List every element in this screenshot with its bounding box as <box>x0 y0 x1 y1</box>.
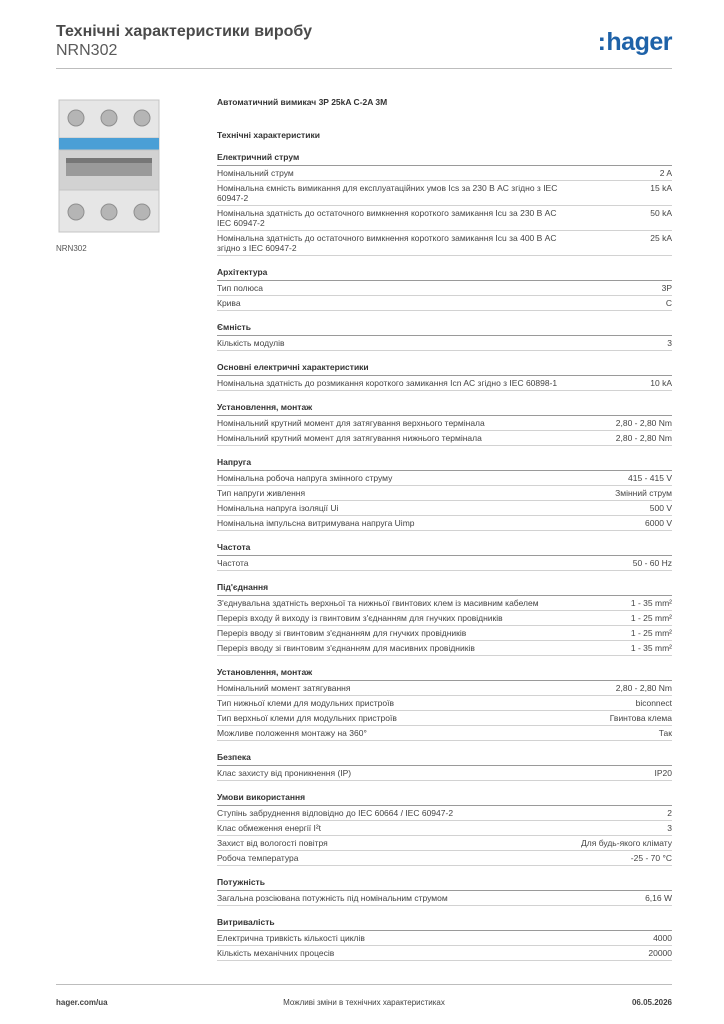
spec-row <box>217 726 672 741</box>
spec-label: Загальна розсіювана потужність під номінальним струмом <box>217 893 448 903</box>
spec-value: 2 A <box>659 168 672 178</box>
spec-section <box>217 666 672 741</box>
spec-label: Номінальна ємність вимикання для експлуатаційних умов Ics за 230 В AC згідно з IEC 60947-2 <box>217 183 558 203</box>
spec-value: 50 kA <box>650 208 672 218</box>
spec-label: Кількість механічних процесів <box>217 948 335 958</box>
spec-value: 1 - 35 mm² <box>630 598 672 608</box>
section-title: Установлення, монтаж <box>217 401 672 416</box>
circuit-breaker-image <box>56 96 162 234</box>
spec-value: Змінний струм <box>615 488 672 498</box>
spec-row <box>217 611 672 626</box>
spec-label: Тип полюса <box>217 283 263 293</box>
spec-value: 6,16 W <box>645 893 672 903</box>
spec-label: Номінальна імпульсна витримувана напруга Uimp <box>217 518 415 528</box>
spec-label: Номінальна здатність до остаточного вимкнення короткого замикання Icu за 400 В AC згідно з IEC 60947-2 <box>217 233 557 253</box>
spec-row <box>217 946 672 961</box>
spec-label: Номінальний струм <box>217 168 294 178</box>
spec-value: 4000 <box>653 933 672 943</box>
spec-value: 2,80 - 2,80 Nm <box>615 433 672 443</box>
spec-row <box>217 931 672 946</box>
spec-row <box>217 376 672 391</box>
spec-value: 415 - 415 V <box>628 473 672 483</box>
spec-label: Можливе положення монтажу на 360° <box>217 728 367 738</box>
spec-label: Номінальний момент затягування <box>217 683 351 693</box>
spec-value: 20000 <box>648 948 672 958</box>
product-code: NRN302 <box>56 42 118 59</box>
spec-section <box>217 456 672 531</box>
spec-row <box>217 431 672 446</box>
spec-row <box>217 766 672 781</box>
section-title: Електричний струм <box>217 151 672 166</box>
spec-section <box>217 791 672 866</box>
spec-row <box>217 891 672 906</box>
spec-label: Тип напруги живлення <box>217 488 306 498</box>
spec-value: 10 kA <box>650 378 672 388</box>
spec-label: Переріз вводу зі гвинтовим з'єднанням для гнучких провідників <box>217 628 467 638</box>
spec-value: 1 - 35 mm² <box>630 643 672 653</box>
section-title: Частота <box>217 541 672 556</box>
spec-row <box>217 486 672 501</box>
section-title: Потужність <box>217 876 672 891</box>
page-title: Технічні характеристики виробу <box>56 23 312 40</box>
hager-logo <box>598 28 672 57</box>
spec-row <box>217 696 672 711</box>
spec-row <box>217 181 672 206</box>
spec-value: Гвинтова клема <box>609 713 672 723</box>
footer-note: Можливі зміни в технічних характеристиках <box>283 998 445 1007</box>
spec-label: Номінальна робоча напруга змінного струму <box>217 473 393 483</box>
section-title: Ємність <box>217 321 672 336</box>
spec-row <box>217 836 672 851</box>
spec-label: Номінальний крутний момент для затягування верхнього термінала <box>217 418 485 428</box>
spec-value: biconnect <box>635 698 672 708</box>
spec-label: Електрична тривкість кількості циклів <box>217 933 365 943</box>
section-title: Основні електричні характеристики <box>217 361 672 376</box>
spec-section <box>217 581 672 656</box>
spec-label: Крива <box>217 298 241 308</box>
spec-value: C <box>665 298 672 308</box>
spec-row <box>217 711 672 726</box>
spec-row <box>217 851 672 866</box>
section-title: Витривалість <box>217 916 672 931</box>
spec-value: 6000 V <box>645 518 672 528</box>
spec-section <box>217 151 672 256</box>
spec-section <box>217 401 672 446</box>
spec-value: 15 kA <box>650 183 672 193</box>
spec-row <box>217 556 672 571</box>
spec-row <box>217 626 672 641</box>
spec-label: Клас обмеження енергії I²t <box>217 823 322 833</box>
section-title: Архітектура <box>217 266 672 281</box>
spec-row <box>217 471 672 486</box>
spec-value: 500 V <box>649 503 672 513</box>
section-title: Безпека <box>217 751 672 766</box>
spec-value: 2 <box>667 808 672 818</box>
spec-section <box>217 876 672 906</box>
spec-value: Для будь-якого клімату <box>581 838 672 848</box>
header-divider <box>56 68 672 69</box>
section-title: Установлення, монтаж <box>217 666 672 681</box>
spec-label: Кількість модулів <box>217 338 285 348</box>
spec-value: 2,80 - 2,80 Nm <box>615 418 672 428</box>
logo-dots-icon: : <box>597 28 606 56</box>
spec-row <box>217 206 672 231</box>
spec-value: 1 - 25 mm² <box>630 628 672 638</box>
spec-value: 3P <box>661 283 672 293</box>
spec-label: Робоча температура <box>217 853 299 863</box>
spec-row <box>217 281 672 296</box>
spec-value: 50 - 60 Hz <box>632 558 672 568</box>
spec-sections <box>217 151 672 961</box>
spec-row <box>217 166 672 181</box>
spec-value: 2,80 - 2,80 Nm <box>615 683 672 693</box>
spec-row <box>217 501 672 516</box>
spec-row <box>217 641 672 656</box>
spec-section <box>217 751 672 781</box>
page-header <box>56 22 672 60</box>
spec-value: 25 kA <box>650 233 672 243</box>
spec-label: З'єднувальна здатність верхньої та нижньої гвинтових клем із масивним кабелем <box>217 598 539 608</box>
spec-label: Номінальна здатність до розмикання короткого замикання Icn AC згідно з IEC 60898-1 <box>217 378 558 388</box>
footer-website: hager.com/ua <box>56 998 108 1007</box>
spec-label: Тип нижньої клеми для модульних пристроїв <box>217 698 394 708</box>
spec-label: Тип верхньої клеми для модульних пристроїв <box>217 713 397 723</box>
spec-content <box>217 96 672 961</box>
footer-date: 06.05.2026 <box>631 998 672 1007</box>
spec-row <box>217 596 672 611</box>
spec-row <box>217 336 672 351</box>
logo-text: hager <box>606 28 672 56</box>
spec-value: 3 <box>667 823 672 833</box>
spec-label: Переріз входу й виходу із гвинтовим з'єднанням для гнучких провідників <box>217 613 503 623</box>
spec-section <box>217 266 672 311</box>
spec-value: IP20 <box>654 768 672 778</box>
spec-section <box>217 361 672 391</box>
spec-label: Захист від вологості повітря <box>217 838 328 848</box>
spec-value: Так <box>658 728 672 738</box>
spec-section <box>217 321 672 351</box>
footer-divider <box>56 984 672 985</box>
spec-row <box>217 681 672 696</box>
spec-section <box>217 916 672 961</box>
spec-label: Переріз вводу зі гвинтовим з'єднанням для масивних провідників <box>217 643 475 653</box>
spec-row <box>217 231 672 256</box>
spec-row <box>217 296 672 311</box>
section-title: Під'єднання <box>217 581 672 596</box>
tech-specs-heading: Технічні характеристики <box>217 130 320 140</box>
spec-label: Ступінь забруднення відповідно до IEC 60664 / IEC 60947-2 <box>217 808 454 818</box>
spec-label: Частота <box>217 558 249 568</box>
spec-row <box>217 516 672 531</box>
spec-value: -25 - 70 °C <box>630 853 672 863</box>
image-caption: NRN302 <box>56 244 87 253</box>
spec-label: Номінальний крутний момент для затягування нижнього термінала <box>217 433 482 443</box>
product-name: Автоматичний вимикач 3P 25kA C-2A 3M <box>217 97 388 107</box>
spec-label: Номінальна здатність до остаточного вимкнення короткого замикання Icu за 230 В AC IEC 60947-2 <box>217 208 557 228</box>
spec-label: Номінальна напруга ізоляції Ui <box>217 503 339 513</box>
spec-label: Клас захисту від проникнення (IP) <box>217 768 352 778</box>
section-title: Напруга <box>217 456 672 471</box>
spec-value: 3 <box>667 338 672 348</box>
spec-section <box>217 541 672 571</box>
spec-row <box>217 416 672 431</box>
spec-row <box>217 806 672 821</box>
spec-row <box>217 821 672 836</box>
spec-value: 1 - 25 mm² <box>630 613 672 623</box>
section-title: Умови використання <box>217 791 672 806</box>
